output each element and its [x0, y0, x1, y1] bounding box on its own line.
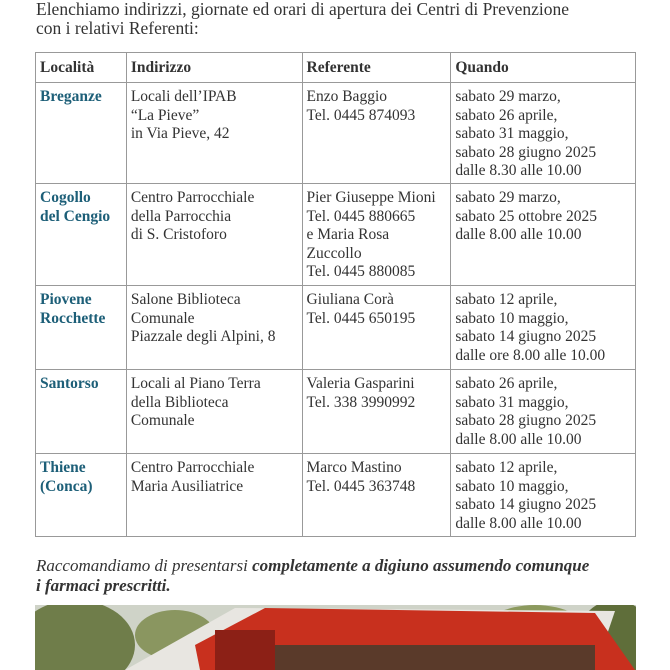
cell-quando: [451, 370, 636, 454]
quando-line: sabato 25 ottobre 2025: [455, 207, 597, 225]
quando-line: sabato 29 marzo,: [455, 88, 561, 105]
cell-indirizzo: [126, 370, 302, 454]
quando-line: sabato 26 aprile,: [455, 106, 558, 124]
quando-line: sabato 12 aprile,: [455, 291, 558, 308]
indirizzo-line: Centro Parrocchiale: [130, 459, 255, 476]
quando-line: sabato 28 giugno 2025: [455, 412, 597, 430]
indirizzo-line: in Via Pieve, 42: [130, 125, 230, 143]
header-quando: Quando: [451, 53, 636, 83]
note-part3: i farmaci prescritti.: [36, 576, 171, 595]
quando-line: sabato 14 giugno 2025: [455, 496, 597, 514]
indirizzo-line: “La Pieve”: [130, 106, 200, 124]
building-illustration: [35, 605, 636, 670]
header-localita: Località: [36, 53, 127, 83]
header-referente: Referente: [302, 53, 451, 83]
referente-line: Marco Mastino: [306, 459, 402, 476]
table-row: [36, 286, 636, 370]
localita-line: Thiene: [40, 459, 86, 476]
referente-line: Enzo Baggio: [306, 88, 387, 105]
indirizzo-line: Maria Ausiliatrice: [130, 477, 244, 495]
intro-line: con i relativi Referenti:: [36, 18, 199, 38]
localita-line: (Conca): [40, 477, 93, 495]
indirizzo-line: di S. Cristoforo: [130, 226, 227, 244]
cell-localita: [36, 370, 127, 454]
quando-line: sabato 14 giugno 2025: [455, 328, 597, 346]
quando-line: sabato 10 maggio,: [455, 309, 569, 327]
cell-localita: [36, 83, 127, 184]
quando-line: sabato 31 maggio,: [455, 125, 569, 143]
referente-line: Giuliana Corà: [306, 291, 394, 308]
quando-line: sabato 26 aprile,: [455, 375, 558, 392]
table-header-row: [36, 53, 636, 83]
cell-referente: [302, 184, 451, 286]
indirizzo-line: Comunale: [130, 412, 195, 430]
referente-line: Tel. 0445 363748: [306, 477, 416, 495]
cell-referente: [302, 286, 451, 370]
intro-line: Elenchiamo indirizzi, giornate ed orari di apertura dei Centri di Prevenzione: [36, 0, 570, 19]
cell-quando: [451, 184, 636, 286]
header-indirizzo: Indirizzo: [126, 53, 302, 83]
cell-referente: [302, 83, 451, 184]
quando-line: dalle 8.30 alle 10.00: [455, 162, 582, 180]
cell-localita: [36, 286, 127, 370]
quando-line: dalle 8.00 alle 10.00: [455, 514, 582, 532]
quando-line: dalle ore 8.00 alle 10.00: [455, 346, 606, 364]
cell-referente: [302, 454, 451, 537]
cell-quando: [451, 83, 636, 184]
cell-indirizzo: [126, 184, 302, 286]
referente-line: Zuccollo: [306, 244, 362, 262]
note-part1: Raccomandiamo di presentarsi: [36, 556, 253, 575]
referente-line: e Maria Rosa: [306, 226, 390, 244]
quando-line: sabato 10 maggio,: [455, 477, 569, 495]
referente-line: Tel. 0445 874093: [306, 106, 416, 124]
localita-line: del Cengio: [40, 207, 111, 225]
building-photo: [35, 605, 636, 670]
localita-line: Santorso: [40, 375, 99, 392]
referente-line: Tel. 338 3990992: [306, 393, 416, 411]
cell-indirizzo: [126, 286, 302, 370]
cell-quando: [451, 286, 636, 370]
indirizzo-line: della Biblioteca: [130, 393, 229, 411]
quando-line: dalle 8.00 alle 10.00: [455, 226, 582, 244]
cell-indirizzo: [126, 454, 302, 537]
cell-localita: [36, 454, 127, 537]
referente-line: Tel. 0445 880665: [306, 207, 416, 225]
table-row: [36, 83, 636, 184]
table-row: [36, 184, 636, 286]
indirizzo-line: Centro Parrocchiale: [130, 189, 255, 206]
localita-line: Breganze: [40, 88, 102, 105]
cell-referente: [302, 370, 451, 454]
cell-indirizzo: [126, 83, 302, 184]
fasting-note: [36, 556, 646, 596]
cell-localita: [36, 184, 127, 286]
building-windows: [275, 645, 595, 670]
quando-line: sabato 28 giugno 2025: [455, 143, 597, 161]
indirizzo-line: della Parrocchia: [130, 207, 232, 225]
indirizzo-line: Locali al Piano Terra: [130, 375, 261, 392]
referente-line: Valeria Gasparini: [306, 375, 415, 392]
cell-quando: [451, 454, 636, 537]
centers-table: [35, 52, 636, 537]
indirizzo-line: Salone Biblioteca: [130, 291, 241, 308]
indirizzo-line: Locali dell’IPAB: [130, 88, 237, 105]
referente-line: Tel. 0445 650195: [306, 309, 416, 327]
indirizzo-line: Comunale: [130, 309, 195, 327]
table-row: [36, 370, 636, 454]
localita-line: Rocchette: [40, 309, 106, 327]
intro-text: [36, 0, 646, 38]
quando-line: dalle 8.00 alle 10.00: [455, 430, 582, 448]
indirizzo-line: Piazzale degli Alpini, 8: [130, 328, 276, 346]
quando-line: sabato 12 aprile,: [455, 459, 558, 476]
localita-line: Piovene: [40, 291, 92, 308]
note-part2: completamente a digiuno assumendo comunque: [252, 556, 590, 575]
referente-line: Tel. 0445 880085: [306, 263, 416, 281]
quando-line: sabato 31 maggio,: [455, 393, 569, 411]
referente-line: Pier Giuseppe Mioni: [306, 189, 436, 206]
table-row: [36, 454, 636, 537]
quando-line: sabato 29 marzo,: [455, 189, 561, 206]
localita-line: Cogollo: [40, 189, 91, 206]
